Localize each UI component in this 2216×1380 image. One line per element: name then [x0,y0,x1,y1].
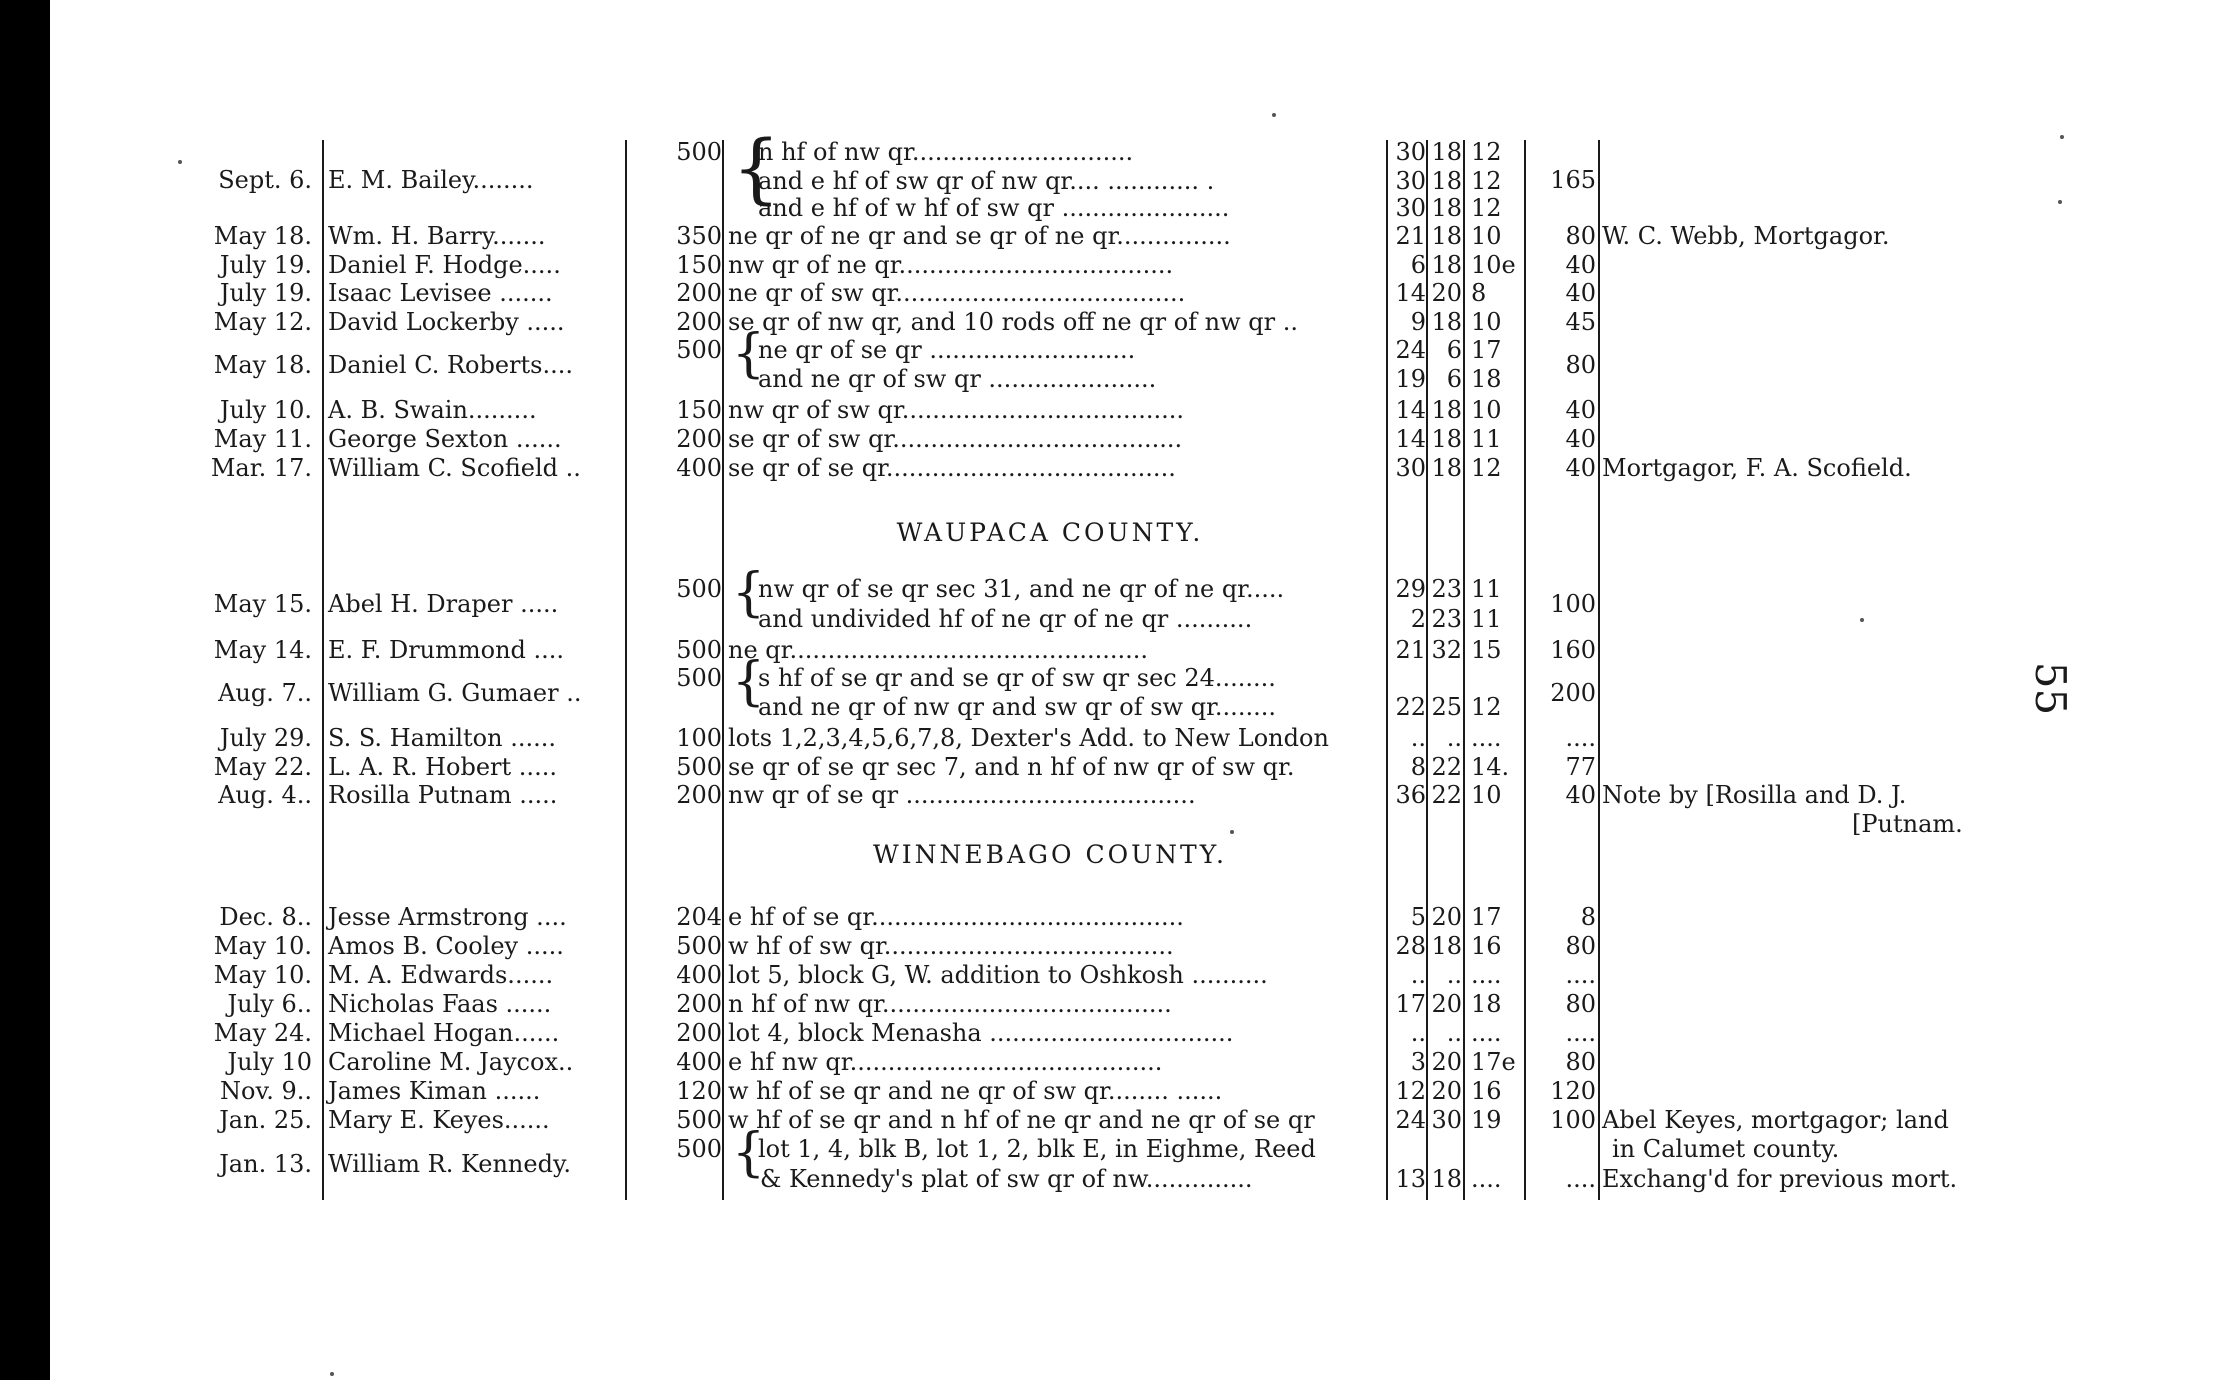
acres-value: 8 [1580,903,1596,931]
bracket-brace: { [732,123,781,212]
section-number: .. [1410,1019,1426,1047]
entry-date: Jan. 25. [219,1106,312,1134]
township-number: 18 [1431,396,1462,424]
entry-date: Sept. 6. [218,166,312,194]
grantor-name: M. A. Edwards...... [328,961,554,989]
loan-amount: 400 [676,454,722,482]
section-number: 24 [1395,1106,1426,1134]
section-number: 5 [1410,903,1426,931]
range-number: 15 [1471,636,1502,664]
section-number: 21 [1395,636,1426,664]
entry-date: May 14. [213,636,312,664]
entry-date: May 11. [213,425,312,453]
section-number: 36 [1395,781,1426,809]
grantor-name: E. F. Drummond .... [328,636,565,664]
bracket-brace: { [732,324,766,384]
grantor-name: Wm. H. Barry....... [328,222,546,250]
column-rule [722,140,724,1200]
remark-text: Exchang'd for previous mort. [1602,1165,1958,1193]
land-description: nw qr of sw qr..................................... [728,396,1185,424]
county-heading: WAUPACA COUNTY. [896,518,1204,547]
loan-amount: 500 [676,575,722,603]
section-number: 30 [1395,454,1426,482]
column-rule [1598,140,1600,1200]
section-number: 9 [1410,308,1426,336]
acres-value: 40 [1565,396,1596,424]
township-number: 18 [1431,251,1462,279]
land-description: ne qr of sw qr...................................... [728,279,1186,307]
bracket-brace: { [732,563,766,623]
township-number: 20 [1431,1048,1462,1076]
range-number: 10 [1471,781,1502,809]
section-number: 22 [1395,693,1426,721]
land-description: and ne qr of sw qr ...................... [758,365,1157,393]
land-description: e hf nw qr......................................... [728,1048,1163,1076]
grantor-name: William G. Gumaer .. [328,678,582,707]
land-description: se qr of nw qr, and 10 rods off ne qr of nw qr .. [728,308,1299,336]
range-number: 17 [1471,336,1502,364]
remark-text: W. C. Webb, Mortgagor. [1602,222,1890,250]
loan-amount: 350 [676,222,722,250]
column-rule [625,140,627,1200]
land-description: nw qr of se qr sec 31, and ne qr of ne qr..... [758,575,1285,603]
range-number: 17 [1471,903,1502,931]
dust-speck [2058,200,2062,204]
loan-amount: 500 [676,1106,722,1134]
township-number: 18 [1431,222,1462,250]
grantor-name: Michael Hogan...... [328,1019,560,1047]
entry-date: May 12. [213,308,312,336]
section-number: 13 [1395,1165,1426,1193]
range-number: 10 [1471,396,1502,424]
grantor-name: E. M. Bailey........ [328,166,534,194]
acres-value: 80 [1565,222,1596,250]
land-description: se qr of se qr...................................... [728,454,1176,482]
land-description: lot 1, 4, blk B, lot 1, 2, blk E, in Eighme, Reed [758,1135,1316,1163]
range-number: 12 [1471,138,1502,166]
section-number: 12 [1395,1077,1426,1105]
entry-date: May 15. [213,590,312,618]
range-number: 19 [1471,1106,1502,1134]
entry-date: July 19. [219,279,312,307]
township-number: 18 [1431,167,1462,195]
entry-date: Jan. 13. [219,1150,312,1178]
remark-text: Note by [Rosilla and D. J. [1602,781,1907,809]
township-number: 18 [1431,194,1462,222]
entry-date: May 24. [213,1019,312,1047]
entry-date: July 29. [219,724,312,752]
section-number: 30 [1395,167,1426,195]
range-number: .... [1471,1019,1502,1047]
loan-amount: 500 [676,138,722,166]
entry-date: May 18. [213,350,312,379]
section-number: 17 [1395,990,1426,1018]
loan-amount: 400 [676,1048,722,1076]
section-number: 2 [1410,605,1426,633]
township-number: 20 [1431,1077,1462,1105]
acres-value: 40 [1565,279,1596,307]
township-number: 22 [1431,753,1462,781]
remark-rule [1598,810,1600,880]
land-description: lot 4, block Menasha ................................ [728,1019,1234,1047]
land-description: ne qr of ne qr and se qr of ne qr............... [728,222,1231,250]
dust-speck [1860,618,1864,622]
range-number: 12 [1471,454,1502,482]
range-number: .... [1471,961,1502,989]
township-number: 20 [1431,903,1462,931]
grantor-name: Nicholas Faas ...... [328,990,552,1018]
dust-speck [330,1372,334,1376]
land-description: n hf of nw qr............................. [758,138,1134,166]
land-description: ne qr of se qr ........................... [758,336,1136,364]
grantor-name: S. S. Hamilton ...... [328,724,556,752]
loan-amount: 500 [676,753,722,781]
range-number: 12 [1471,693,1502,721]
entry-date: Dec. 8.. [219,903,312,931]
township-number: 23 [1431,605,1462,633]
township-number: 25 [1431,693,1462,721]
township-number: 18 [1431,1165,1462,1193]
range-number: 8 [1471,279,1487,307]
loan-amount: 400 [676,961,722,989]
section-number: 24 [1395,336,1426,364]
section-number: 6 [1410,251,1426,279]
land-description: and undivided hf of ne qr of ne qr .......... [758,605,1253,633]
land-description: nw qr of se qr ...................................... [728,781,1196,809]
grantor-name: Mary E. Keyes...... [328,1106,550,1134]
range-number: 11 [1471,605,1502,633]
township-number: 20 [1431,279,1462,307]
township-number: 18 [1431,932,1462,960]
bracket-brace: { [732,652,766,712]
township-number: .. [1446,1019,1462,1047]
loan-amount: 500 [676,336,722,364]
entry-date: July 19. [219,251,312,279]
loan-amount: 150 [676,396,722,424]
land-description: & Kennedy's plat of sw qr of nw.............. [760,1165,1253,1193]
acres-value: 45 [1565,308,1596,336]
loan-amount: 204 [676,903,722,931]
grantor-name: Isaac Levisee ....... [328,279,553,307]
range-number: .... [1471,724,1502,752]
range-number: 11 [1471,575,1502,603]
loan-amount: 200 [676,1019,722,1047]
grantor-name: Abel H. Draper ..... [328,590,559,618]
acres-value: 80 [1565,1048,1596,1076]
range-number: 18 [1471,990,1502,1018]
acres-value: .... [1565,961,1596,989]
township-number: 20 [1431,990,1462,1018]
township-number: 18 [1431,425,1462,453]
remark-continuation: in Calumet county. [1612,1135,1840,1163]
section-number: 28 [1395,932,1426,960]
entry-date: May 10. [213,961,312,989]
acres-value: 80 [1565,932,1596,960]
section-number: 19 [1395,365,1426,393]
loan-amount: 500 [676,932,722,960]
land-description: and e hf of w hf of sw qr ...................... [758,194,1230,222]
entry-date: Aug. 7.. [218,678,312,707]
township-number: .. [1446,961,1462,989]
entry-date: July 6.. [227,990,312,1018]
township-number: .. [1446,724,1462,752]
acres-value: 120 [1550,1077,1596,1105]
township-number: 6 [1446,365,1462,393]
dust-speck [1230,830,1234,834]
column-rule [1386,140,1388,1200]
loan-amount: 150 [676,251,722,279]
section-number: .. [1410,961,1426,989]
entry-date: July 10. [219,396,312,424]
grantor-name: Daniel C. Roberts.... [328,350,573,379]
township-number: 23 [1431,575,1462,603]
bracket-brace: { [732,1123,766,1183]
range-number: 18 [1471,365,1502,393]
loan-amount: 200 [676,425,722,453]
acres-value: 80 [1565,990,1596,1018]
range-number: 16 [1471,932,1502,960]
column-rule [1524,140,1526,1200]
acres-value: 100 [1550,1106,1596,1134]
range-number: 14. [1471,753,1510,781]
entry-date: Mar. 17. [210,454,312,482]
acres-value: 160 [1550,636,1596,664]
land-description: se qr of se qr sec 7, and n hf of nw qr of sw qr. [728,753,1295,781]
section-number: 3 [1410,1048,1426,1076]
land-description: se qr of sw qr...................................... [728,425,1183,453]
land-description: s hf of se qr and se qr of sw qr sec 24........ [758,664,1276,692]
loan-amount: 120 [676,1077,722,1105]
grantor-name: William C. Scofield .. [328,454,581,482]
township-number: 18 [1431,454,1462,482]
loan-amount: 500 [676,636,722,664]
land-description: n hf of nw qr...................................... [728,990,1172,1018]
acres-value: 40 [1565,425,1596,453]
township-number: 22 [1431,781,1462,809]
section-number: 14 [1395,396,1426,424]
loan-amount: 500 [676,1135,722,1163]
range-number: 10 [1471,308,1502,336]
loan-amount: 200 [676,308,722,336]
range-number: 10e [1471,251,1516,279]
township-number: 30 [1431,1106,1462,1134]
acres-value: 200 [1550,678,1596,707]
township-number: 6 [1446,336,1462,364]
remark-text: Abel Keyes, mortgagor; land [1602,1106,1949,1134]
section-number: 14 [1395,279,1426,307]
range-number: 17e [1471,1048,1516,1076]
land-description: and e hf of sw qr of nw qr.... ............ . [758,167,1215,195]
acres-value: .... [1565,1165,1596,1193]
land-description: lot 5, block G, W. addition to Oshkosh .......... [728,961,1268,989]
range-number: 12 [1471,167,1502,195]
acres-value: 100 [1550,590,1596,618]
dust-speck [1272,113,1276,117]
loan-amount: 100 [676,724,722,752]
entry-date: Aug. 4.. [218,781,312,809]
range-number: 11 [1471,425,1502,453]
land-description: nw qr of ne qr.................................... [728,251,1174,279]
range-number: 16 [1471,1077,1502,1105]
acres-value: 80 [1565,350,1596,379]
acres-value: .... [1565,724,1596,752]
grantor-name: Rosilla Putnam ..... [328,781,558,809]
dust-speck [2060,135,2064,139]
remark-continuation: [Putnam. [1852,810,1963,838]
loan-amount: 200 [676,990,722,1018]
land-description: and ne qr of nw qr and sw qr of sw qr........ [758,693,1276,721]
section-number: 14 [1395,425,1426,453]
loan-amount: 200 [676,781,722,809]
acres-value: 165 [1550,166,1596,194]
land-description: w hf of se qr and ne qr of sw qr........ ...... [728,1077,1223,1105]
land-description: e hf of se qr......................................... [728,903,1184,931]
grantor-name: Daniel F. Hodge..... [328,251,561,279]
grantor-name: A. B. Swain......... [328,396,537,424]
land-description: ne qr............................................... [728,636,1149,664]
township-number: 18 [1431,138,1462,166]
acres-value: .... [1565,1019,1596,1047]
grantor-name: L. A. R. Hobert ..... [328,753,557,781]
grantor-name: William R. Kennedy. [328,1150,571,1178]
county-heading: WINNEBAGO COUNTY. [873,840,1227,869]
section-number: 30 [1395,194,1426,222]
acres-value: 40 [1565,251,1596,279]
entry-date: May 18. [213,222,312,250]
loan-amount: 200 [676,279,722,307]
acres-value: 77 [1565,753,1596,781]
grantor-name: David Lockerby ..... [328,308,565,336]
entry-date: July 10 [227,1048,312,1076]
acres-value: 40 [1565,781,1596,809]
grantor-name: George Sexton ...... [328,425,562,453]
land-description: w hf of sw qr...................................... [728,932,1174,960]
entry-date: May 10. [213,932,312,960]
township-number: 32 [1431,636,1462,664]
loan-amount: 500 [676,664,722,692]
column-rule [322,140,324,1200]
entry-date: May 22. [213,753,312,781]
land-description: w hf of se qr and n hf of ne qr and ne qr of se qr [728,1106,1315,1134]
grantor-name: Caroline M. Jaycox.. [328,1048,574,1076]
grantor-name: Amos B. Cooley ..... [328,932,564,960]
range-number: 12 [1471,194,1502,222]
entry-date: Nov. 9.. [220,1077,312,1105]
section-number: .. [1410,724,1426,752]
section-number: 30 [1395,138,1426,166]
section-number: 21 [1395,222,1426,250]
acres-value: 40 [1565,454,1596,482]
section-number: 29 [1395,575,1426,603]
page-number: 55 [2026,661,2076,716]
range-number: 10 [1471,222,1502,250]
section-number: 8 [1410,753,1426,781]
remark-text: Mortgagor, F. A. Scofield. [1602,454,1912,482]
township-number: 18 [1431,308,1462,336]
land-description: lots 1,2,3,4,5,6,7,8, Dexter's Add. to New London [728,724,1329,752]
grantor-name: Jesse Armstrong .... [328,903,567,931]
range-number: .... [1471,1165,1502,1193]
grantor-name: James Kiman ...... [328,1077,541,1105]
dust-speck [178,160,182,164]
